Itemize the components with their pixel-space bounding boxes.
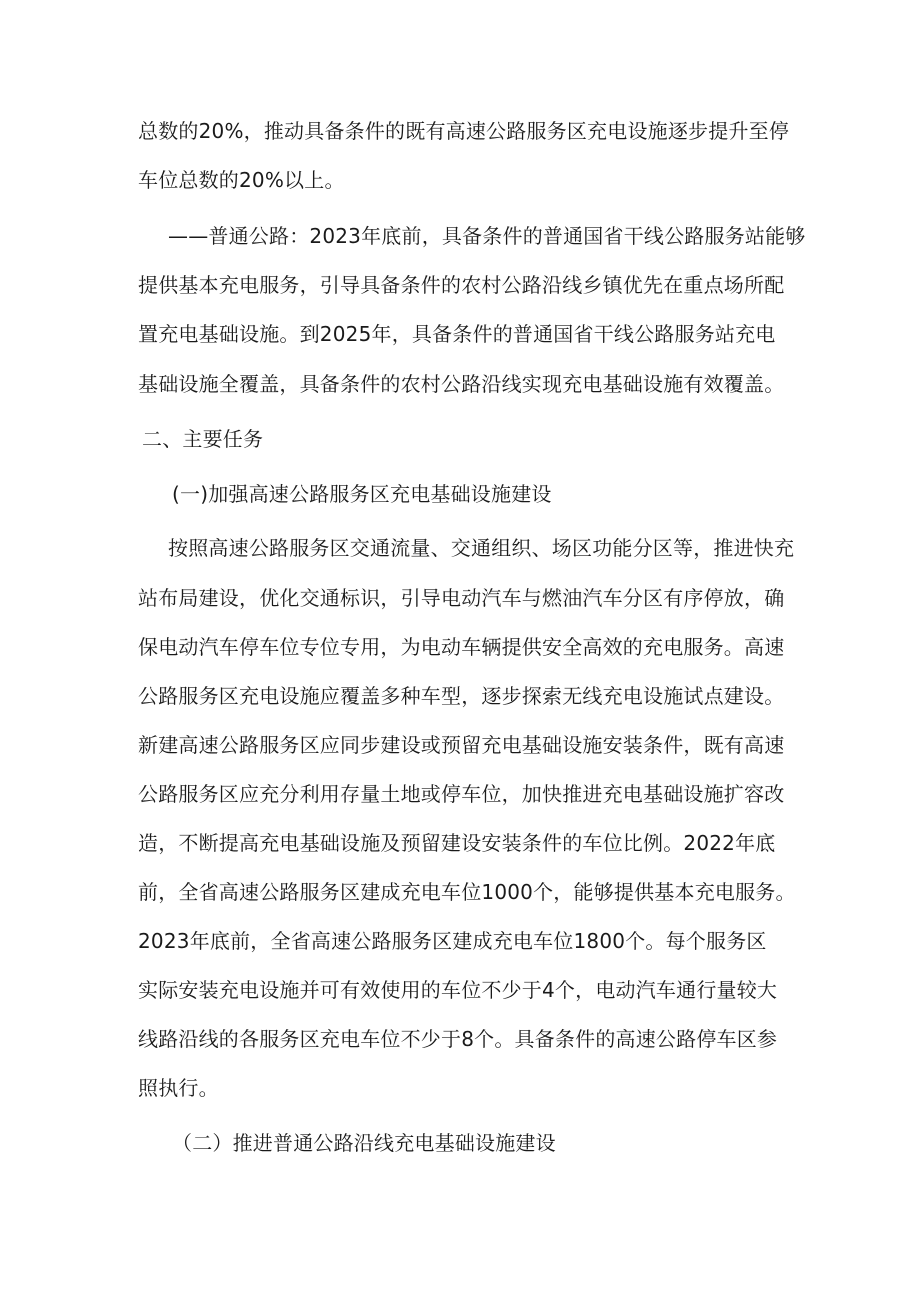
body-text-line: 新建高速公路服务区应同步建设或预留充电基础设施安装条件，既有高速 — [138, 733, 785, 757]
body-text-line: 照执行。 — [138, 1076, 219, 1100]
subsection-heading: （二）推进普通公路沿线充电基础设施建设 — [172, 1131, 556, 1155]
body-text-line: 置充电基础设施。到2025年，具备条件的普通国省干线公路服务站充电 — [138, 322, 776, 346]
body-text-line: 按照高速公路服务区交通流量、交通组织、场区功能分区等，推进快充 — [168, 536, 795, 560]
body-text-line: 提供基本充电服务，引导具备条件的农村公路沿线乡镇优先在重点场所配 — [138, 273, 785, 297]
body-text-line: 实际安装充电设施并可有效使用的车位不少于4个，电动汽车通行量较大 — [138, 978, 778, 1002]
body-text-line: 公路服务区应充分利用存量土地或停车位，加快推进充电基础设施扩容改 — [138, 782, 785, 806]
section-heading: 二、主要任务 — [142, 427, 264, 451]
body-text-line: 保电动汽车停车位专位专用，为电动车辆提供安全高效的充电服务。高速 — [138, 635, 785, 659]
body-text-line: 公路服务区充电设施应覆盖多种车型，逐步探索无线充电设施试点建设。 — [138, 684, 785, 708]
body-text-line: 线路沿线的各服务区充电车位不少于8个。具备条件的高速公路停车区参 — [138, 1027, 778, 1051]
body-text-line: 前，全省高速公路服务区建成充电车位1000个，能够提供基本充电服务。 — [138, 880, 796, 904]
body-text-line: 2023年底前，全省高速公路服务区建成充电车位1800个。每个服务区 — [138, 929, 767, 953]
body-text-line: 车位总数的20%以上。 — [138, 168, 345, 192]
body-text-line: 造，不断提高充电基础设施及预留建设安装条件的车位比例。2022年底 — [138, 831, 776, 855]
body-text-line: 站布局建设，优化交通标识，引导电动汽车与燃油汽车分区有序停放，确 — [138, 586, 785, 610]
body-text-line: ——普通公路：2023年底前，具备条件的普通国省干线公路服务站能够 — [168, 224, 806, 248]
subsection-heading: (一)加强高速公路服务区充电基础设施建设 — [172, 482, 552, 506]
body-text-line: 总数的20%，推动具备条件的既有高速公路服务区充电设施逐步提升至停 — [138, 119, 790, 143]
body-text-line: 基础设施全覆盖，具备条件的农村公路沿线实现充电基础设施有效覆盖。 — [138, 372, 785, 396]
